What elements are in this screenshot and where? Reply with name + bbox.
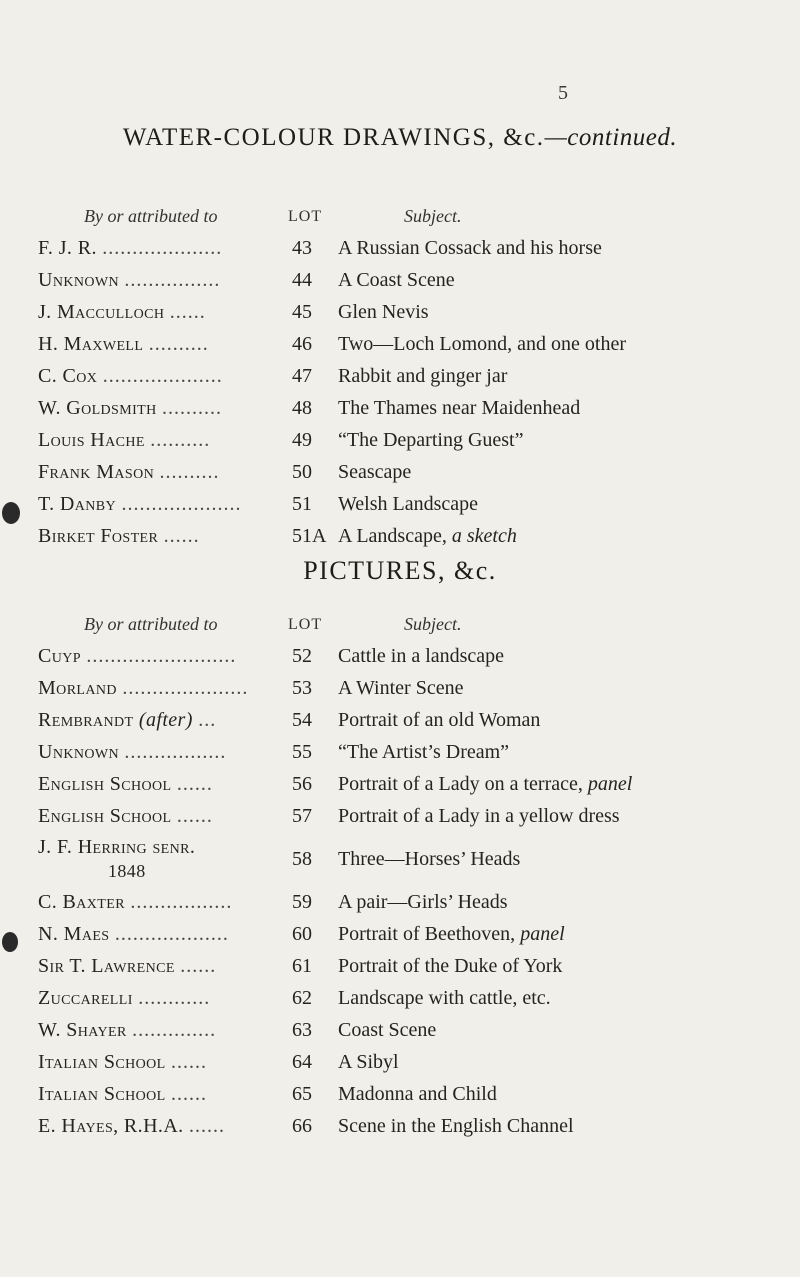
subject-text: “The Artist’s Dream” xyxy=(338,740,510,763)
lot-row xyxy=(38,488,626,520)
leader-dots: ................... xyxy=(114,922,229,945)
subject-text: Portrait of an old Woman xyxy=(338,708,541,731)
leader-dots: .................... xyxy=(102,236,223,259)
leader-dots: .................... xyxy=(121,492,242,515)
lot-number: 48 xyxy=(292,396,312,419)
subject-text: Portrait of a Lady on a terrace, xyxy=(338,772,583,795)
artist-name: Frank Mason xyxy=(38,460,155,483)
lot-artist xyxy=(38,950,292,982)
lot-artist xyxy=(38,640,292,672)
watercolour-lots-table xyxy=(38,232,626,552)
lot-artist xyxy=(38,1014,292,1046)
subject-text: Seascape xyxy=(338,460,412,483)
subject-text: Landscape with cattle, etc. xyxy=(338,986,551,1009)
subject-text: A Russian Cossack and his horse xyxy=(338,236,602,259)
lot-number: 61 xyxy=(292,954,312,977)
lot-number: 43 xyxy=(292,236,312,259)
header-attributed: By or attributed to xyxy=(84,206,218,226)
lot-artist xyxy=(38,456,292,488)
subject-text: Portrait of a Lady in a yellow dress xyxy=(338,804,620,827)
lot-number: 64 xyxy=(292,1050,312,1073)
leader-dots: ...... xyxy=(176,772,213,795)
lot-artist xyxy=(38,918,292,950)
subject-text: Coast Scene xyxy=(338,1018,437,1041)
lot-artist xyxy=(38,520,292,552)
header-lot: LOT xyxy=(288,208,323,225)
lot-subject xyxy=(338,672,632,704)
lot-artist xyxy=(38,1110,292,1142)
lot-artist xyxy=(38,982,292,1014)
subject-qualifier: a sketch xyxy=(451,524,517,547)
subject-text: A Sibyl xyxy=(338,1050,399,1073)
leader-dots: ...... xyxy=(176,804,213,827)
lot-row xyxy=(38,1078,632,1110)
artist-name: J. F. Herring senr. xyxy=(38,836,196,858)
lot-artist xyxy=(38,886,292,918)
lot-row xyxy=(38,640,632,672)
leader-dots: ...... xyxy=(188,1114,225,1137)
lot-row xyxy=(38,886,632,918)
artist-qualifier: (after) xyxy=(138,708,193,731)
lot-number: 60 xyxy=(292,922,312,945)
artist-name: C. Cox xyxy=(38,364,98,387)
lot-number: 46 xyxy=(292,332,312,355)
leader-dots: .......... xyxy=(150,428,211,451)
lot-row xyxy=(38,832,632,886)
section-title-pictures: PICTURES, &c. xyxy=(303,556,497,585)
lot-number: 62 xyxy=(292,986,312,1009)
artist-name: N. Maes xyxy=(38,922,110,945)
subject-text: Rabbit and ginger jar xyxy=(338,364,508,387)
lot-artist xyxy=(38,360,292,392)
header-subject: Subject. xyxy=(404,206,462,226)
section-title-watercolours xyxy=(0,124,800,152)
binding-hole-mark xyxy=(2,502,20,524)
artist-name: Sir T. Lawrence xyxy=(38,954,175,977)
subject-text: A Landscape, xyxy=(338,524,447,547)
lot-row xyxy=(38,296,626,328)
artist-name: F. J. R. xyxy=(38,236,97,259)
lot-artist xyxy=(38,232,292,264)
header-subject-pictures: Subject. xyxy=(404,614,462,634)
artist-name: H. Maxwell xyxy=(38,332,144,355)
lot-subject xyxy=(338,982,632,1014)
lot-subject xyxy=(338,392,626,424)
lot-number: 58 xyxy=(292,847,312,870)
leader-dots: ...... xyxy=(180,954,217,977)
lot-subject xyxy=(338,488,626,520)
lot-subject xyxy=(338,424,626,456)
header-lot-pictures: LOT xyxy=(288,616,323,633)
lot-subject xyxy=(338,704,632,736)
subject-text: Madonna and Child xyxy=(338,1082,497,1105)
lot-subject xyxy=(338,520,626,552)
lot-row xyxy=(38,736,632,768)
artist-name: W. Goldsmith xyxy=(38,396,157,419)
lot-artist xyxy=(38,328,292,360)
artist-name: Morland xyxy=(38,676,117,699)
lot-subject xyxy=(338,456,626,488)
leader-dots: ..................... xyxy=(122,676,249,699)
lot-row xyxy=(38,1110,632,1142)
subject-text: A Coast Scene xyxy=(338,268,455,291)
subject-text: Three—Horses’ Heads xyxy=(338,847,521,870)
lot-number: 45 xyxy=(292,300,312,323)
header-attributed-pictures: By or attributed to xyxy=(84,614,218,634)
leader-dots: .......... xyxy=(162,396,223,419)
subject-qualifier: panel xyxy=(520,922,565,945)
binding-hole-mark xyxy=(2,932,18,952)
lot-subject xyxy=(338,768,632,800)
lot-number: 49 xyxy=(292,428,312,451)
artist-name: Zuccarelli xyxy=(38,986,133,1009)
leader-dots: .......... xyxy=(148,332,209,355)
page-number: 5 xyxy=(558,82,568,104)
leader-dots: ...... xyxy=(163,524,200,547)
subject-text: “The Departing Guest” xyxy=(338,428,524,451)
lot-subject xyxy=(338,886,632,918)
artist-name: Rembrandt xyxy=(38,708,134,731)
title-main: WATER-COLOUR DRAWINGS, &c. xyxy=(122,124,545,151)
lot-subject xyxy=(338,918,632,950)
lot-number: 55 xyxy=(292,740,312,763)
lot-artist xyxy=(38,296,292,328)
lot-row xyxy=(38,360,626,392)
leader-dots: ...... xyxy=(171,1050,207,1073)
lot-number: 50 xyxy=(292,460,312,483)
subject-text: Portrait of Beethoven, xyxy=(338,922,516,945)
leader-dots: ................. xyxy=(124,740,227,763)
leader-dots: .............. xyxy=(132,1018,217,1041)
subject-text: Cattle in a landscape xyxy=(338,644,505,667)
leader-dots: ... xyxy=(198,708,217,731)
lot-row xyxy=(38,950,632,982)
leader-dots: .................... xyxy=(102,364,223,387)
lot-number: 54 xyxy=(292,708,312,731)
artist-name: English School xyxy=(38,772,172,795)
lot-row xyxy=(38,672,632,704)
lot-artist xyxy=(38,1078,292,1110)
subject-text: The Thames near Maidenhead xyxy=(338,396,581,419)
lot-number: 53 xyxy=(292,676,312,699)
lot-row xyxy=(38,328,626,360)
leader-dots: .......... xyxy=(159,460,220,483)
lot-number: 47 xyxy=(292,364,312,387)
lot-subject xyxy=(338,1046,632,1078)
artist-name: Italian School xyxy=(38,1050,166,1073)
lot-subject xyxy=(338,296,626,328)
lot-number: 63 xyxy=(292,1018,312,1041)
lot-number: 52 xyxy=(292,644,312,667)
subject-text: A Winter Scene xyxy=(338,676,464,699)
lot-row xyxy=(38,232,626,264)
lot-row xyxy=(38,1046,632,1078)
lot-artist xyxy=(38,424,292,456)
lot-artist xyxy=(38,832,292,886)
leader-dots: ............ xyxy=(138,986,211,1009)
lot-subject xyxy=(338,264,626,296)
subject-text: Portrait of the Duke of York xyxy=(338,954,563,977)
subject-text: Two—Loch Lomond, and one other xyxy=(338,332,626,355)
lot-subject xyxy=(338,832,632,886)
artist-name: E. Hayes, R.H.A. xyxy=(38,1114,184,1137)
lot-number: 56 xyxy=(292,772,312,795)
lot-artist xyxy=(38,672,292,704)
lot-subject xyxy=(338,232,626,264)
title-continued: —continued. xyxy=(544,124,678,151)
lot-subject xyxy=(338,950,632,982)
subject-text: Scene in the English Channel xyxy=(338,1114,574,1137)
artist-name: Cuyp xyxy=(38,644,81,667)
lot-subject xyxy=(338,736,632,768)
lot-subject xyxy=(338,800,632,832)
lot-number: 59 xyxy=(292,890,312,913)
subject-text: A pair—Girls’ Heads xyxy=(338,890,508,913)
artist-name: C. Baxter xyxy=(38,890,125,913)
lot-row xyxy=(38,392,626,424)
leader-dots: ......................... xyxy=(86,644,237,667)
lot-number: 44 xyxy=(292,268,312,291)
subject-text: Welsh Landscape xyxy=(338,492,478,515)
artist-name: Unknown xyxy=(38,268,120,291)
lot-artist xyxy=(38,264,292,296)
artist-name: J. Maccullocн xyxy=(38,300,165,323)
subject-qualifier: panel xyxy=(587,772,633,795)
lot-number: 51A xyxy=(292,524,327,547)
lot-row xyxy=(38,768,632,800)
leader-dots: ...... xyxy=(169,300,206,323)
lot-row xyxy=(38,918,632,950)
lot-artist xyxy=(38,1046,292,1078)
lot-subject xyxy=(338,1078,632,1110)
artist-name: Italian School xyxy=(38,1082,166,1105)
lot-artist xyxy=(38,392,292,424)
subject-text: Glen Nevis xyxy=(338,300,429,323)
lot-number: 57 xyxy=(292,804,312,827)
lot-subject xyxy=(338,328,626,360)
artist-name: Louis Hache xyxy=(38,428,145,451)
leader-dots: ................ xyxy=(124,268,221,291)
lot-artist xyxy=(38,768,292,800)
lot-row xyxy=(38,982,632,1014)
lot-row xyxy=(38,456,626,488)
lot-row xyxy=(38,264,626,296)
artist-name: Birket Foster xyxy=(38,524,159,547)
artist-name: English School xyxy=(38,804,172,827)
lot-row xyxy=(38,800,632,832)
lot-number: 66 xyxy=(292,1114,312,1137)
lot-number: 51 xyxy=(292,492,312,515)
lot-number: 65 xyxy=(292,1082,312,1105)
lot-artist xyxy=(38,488,292,520)
lot-row xyxy=(38,704,632,736)
artist-name: Unknown xyxy=(38,740,120,763)
leader-dots: ................. xyxy=(130,890,233,913)
lot-artist xyxy=(38,736,292,768)
lot-subject xyxy=(338,1014,632,1046)
leader-dots: ...... xyxy=(171,1082,207,1105)
lot-subject xyxy=(338,640,632,672)
artist-date: 1848 xyxy=(108,861,146,881)
lot-row xyxy=(38,520,626,552)
artist-name: W. Shayer xyxy=(38,1018,127,1041)
lot-subject xyxy=(338,1110,632,1142)
picture-lots-table xyxy=(38,640,632,1142)
lot-artist xyxy=(38,704,292,736)
artist-name: T. Danby xyxy=(38,492,117,515)
lot-artist xyxy=(38,800,292,832)
lot-row xyxy=(38,424,626,456)
lot-subject xyxy=(338,360,626,392)
lot-row xyxy=(38,1014,632,1046)
